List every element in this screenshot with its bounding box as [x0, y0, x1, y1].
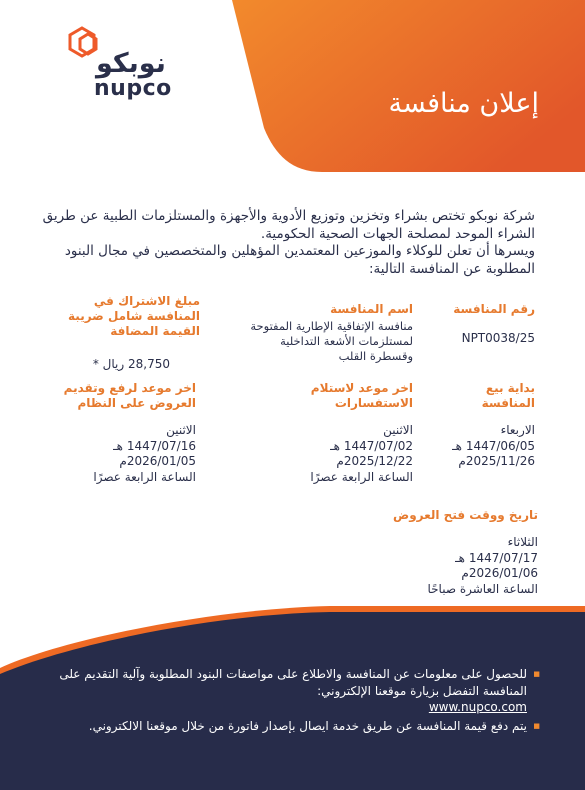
inquiries-day: الاثنين — [383, 423, 413, 437]
sale-start-field — [445, 381, 535, 470]
website-link[interactable]: www.nupco.com — [428, 700, 527, 714]
tender-number-label: رقم المنافسة — [453, 302, 535, 316]
tender-number-value: NPT0038/25 — [461, 331, 535, 345]
opening-date-label: تاريخ ووقت فتح العروض — [393, 508, 538, 522]
tender-name-field — [243, 302, 413, 364]
logo-arabic-text: نوبكو — [96, 48, 166, 79]
submission-gregorian: 2026/01/05م — [119, 454, 196, 468]
inquiries-deadline-values — [273, 423, 413, 485]
sale-start-label: بداية بيع المنافسة — [481, 381, 535, 410]
sale-start-day: الاربعاء — [500, 423, 535, 437]
opening-time: الساعة العاشرة صباحًا — [427, 581, 538, 596]
header-orange-shape — [232, 0, 585, 172]
tender-fee-field — [40, 294, 200, 373]
footer-notes — [21, 666, 541, 736]
tender-name-label: اسم المنافسة — [330, 302, 413, 316]
tender-name-value: منافسة الإتفاقية الإطارية المفتوحة لمستلزمات الأشعة التداخلية وقسطرة القلب — [250, 319, 413, 363]
inquiries-time: الساعة الرابعة عصرًا — [310, 469, 413, 484]
sale-start-values — [445, 423, 535, 470]
footer-item-payment-text: يتم دفع قيمة المنافسة عن طريق خدمة ايصال بإصدار فاتورة من خلال موقعنا الالكتروني. — [88, 718, 527, 733]
page-title: إعلان منافسة — [388, 88, 539, 119]
footer-item-info-text: للحصول على معلومات عن المنافسة والاطلاع على مواصفات البنود المطلوبة وآلية التقديم على المنافسة التفضل بزيارة موقعنا الإلكتروني: — [59, 667, 527, 698]
footer-item-payment — [21, 718, 527, 735]
inquiries-deadline-field — [273, 381, 413, 485]
tender-fee-value: 28,750 ريال * — [92, 357, 170, 371]
tender-number-field — [425, 302, 535, 347]
tender-fee-label: مبلغ الاشتراك في المنافسة شامل ضريبة القيمة المضافة — [68, 294, 200, 338]
inquiries-deadline-label: اخر موعد لاستلام الاستفسارات — [310, 381, 413, 410]
submission-hijri: 1447/07/16 هـ — [113, 438, 196, 453]
inquiries-hijri: 1447/07/02 هـ — [330, 438, 413, 453]
submission-time: الساعة الرابعة عصرًا — [93, 469, 196, 484]
sale-start-hijri: 1447/06/05 هـ — [452, 438, 535, 453]
inquiries-gregorian: 2025/12/22م — [336, 454, 413, 468]
submission-deadline-values — [56, 423, 196, 485]
intro-line-2: ويسرها أن تعلن للوكلاء والموزعين المعتمدين المؤهلين والمتخصصين في مجال البنود المطلوبة عن المنافسة التالية: — [64, 243, 535, 277]
footer-list — [21, 666, 541, 734]
opening-date-field — [358, 508, 538, 597]
opening-day: الثلاثاء — [507, 535, 538, 549]
sale-start-gregorian: 2025/11/26م — [458, 454, 535, 468]
opening-gregorian: 2026/01/06م — [461, 566, 538, 580]
submission-deadline-field — [56, 381, 196, 485]
submission-deadline-label: اخر موعد لرفع وتقديم العروض على النظام — [63, 381, 196, 410]
logo-english-text: nupco — [94, 76, 172, 101]
opening-date-values — [358, 535, 538, 597]
opening-hijri: 1447/07/17 هـ — [455, 550, 538, 565]
submission-day: الاثنين — [166, 423, 196, 437]
intro-text — [15, 208, 535, 278]
footer-item-info — [21, 666, 527, 716]
intro-line-1: شركة نوبكو تختص بشراء وتخزين وتوزيع الأدوية والأجهزة والمستلزمات الطبية عن طريق الشراء الموحد لمصلحة الجهات الصحية الحكومية. — [42, 208, 535, 242]
